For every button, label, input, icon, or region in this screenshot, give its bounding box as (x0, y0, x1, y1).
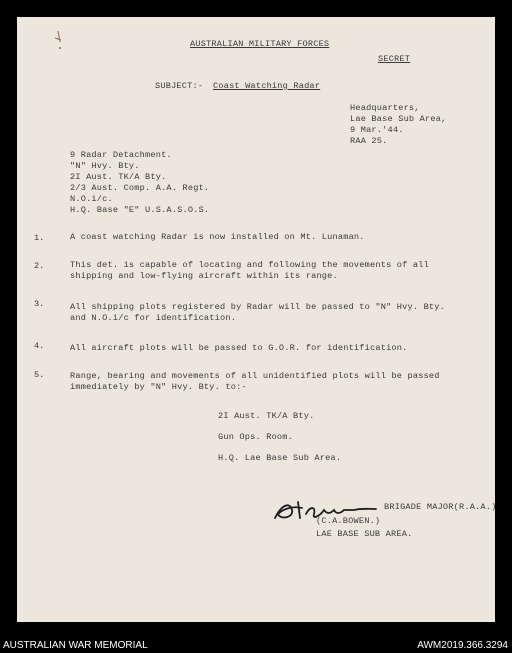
paragraph-line: A coast watching Radar is now installed on Mt. Lunaman. (70, 232, 365, 242)
distribution-item: Gun Ops. Room. (218, 432, 293, 442)
paragraph-line: Range, bearing and movements of all unidentified plots will be passed (70, 371, 440, 381)
paragraph-line: All shipping plots registered by Radar will be passed to "N" Hvy. Bty. (70, 302, 445, 312)
recipient: 2/3 Aust. Comp. A.A. Regt. (70, 183, 210, 193)
sender-line: Headquarters, (350, 103, 420, 113)
classification: SECRET (378, 54, 411, 64)
recipient: N.O.i/c. (70, 194, 113, 204)
subject-label: SUBJECT:- (155, 81, 204, 91)
paragraph-number: 1. (34, 233, 45, 243)
subject: Coast Watching Radar (213, 81, 321, 91)
sender-line: RAA 25. (350, 136, 388, 146)
footer-accession-number: AWM2019.366.3294 (417, 640, 508, 651)
paragraph-line: This det. is capable of locating and following the movements of all (70, 260, 429, 270)
paragraph-line: shipping and low-flying aircraft within its range. (70, 271, 338, 281)
recipient: "N" Hvy. Bty. (70, 161, 140, 171)
pencil-mark (48, 28, 68, 54)
signatory-title: BRIGADE MAJOR(R.A.A.) (384, 502, 497, 512)
distribution-item: 2I Aust. TK/A Bty. (218, 411, 315, 421)
paragraph-number: 3. (34, 299, 45, 309)
recipient: H.Q. Base "E" U.S.A.S.O.S. (70, 205, 210, 215)
sender-line: Lae Base Sub Area, (350, 114, 447, 124)
paragraph-number: 2. (34, 261, 45, 271)
paragraph-line: All aircraft plots will be passed to G.O.R. for identification. (70, 343, 408, 353)
org-heading: AUSTRALIAN MILITARY FORCES (190, 39, 330, 49)
paragraph-number: 4. (34, 341, 45, 351)
sender-line: 9 Mar.'44. (350, 125, 404, 135)
signatory-name: (C.A.BOWEN.) (316, 516, 381, 526)
footer-institution: AUSTRALIAN WAR MEMORIAL (3, 640, 148, 651)
distribution-item: H.Q. Lae Base Sub Area. (218, 453, 342, 463)
recipient: 2I Aust. TK/A Bty. (70, 172, 167, 182)
paragraph-number: 5. (34, 370, 45, 380)
paragraph-line: and N.O.i/c for identification. (70, 313, 237, 323)
signatory-unit: LAE BASE SUB AREA. (316, 529, 413, 539)
recipient: 9 Radar Detachment. (70, 150, 172, 160)
paragraph-line: immediately by "N" Hvy. Bty. to:- (70, 382, 247, 392)
